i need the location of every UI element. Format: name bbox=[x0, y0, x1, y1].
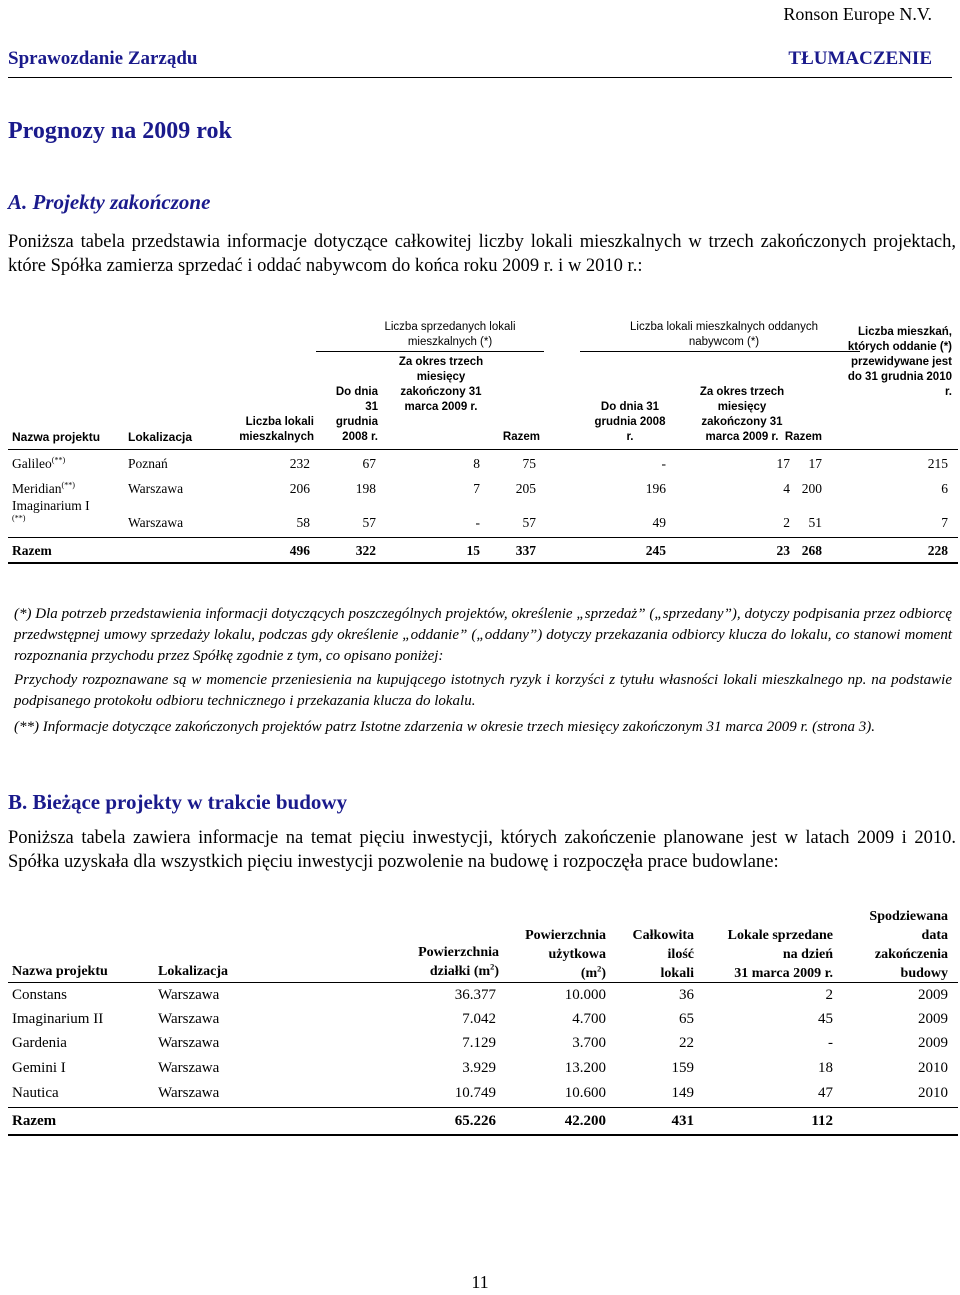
total-label: Razem bbox=[12, 1113, 57, 1129]
header-rule bbox=[8, 982, 958, 983]
table-cell: 198 bbox=[355, 481, 376, 496]
col-header-location: Lokalizacja bbox=[128, 430, 193, 444]
table-cell: Warszawa bbox=[158, 1060, 220, 1076]
table-cell: 7.042 bbox=[462, 1011, 496, 1027]
table-cell: 36.377 bbox=[454, 987, 496, 1003]
section-a-intro: Poniższa tabela przedstawia informacje dotyczące całkowitej liczby lokali mieszkalnych w trzech zakończonych projektach, które Spółka zamierza sprzedać i oddać nabywcom do końca roku 2009 r. i w 2010 r.: bbox=[8, 232, 956, 276]
total-cell: 228 bbox=[927, 543, 948, 558]
table-cell: 17 bbox=[808, 456, 822, 471]
table-cell: 7 bbox=[941, 515, 948, 530]
col-header-plot: Powierzchnia działki $(m^2)$ bbox=[418, 945, 499, 979]
table-cell: 2 bbox=[783, 515, 790, 530]
col-header-location: Lokalizacja bbox=[158, 964, 228, 979]
total-rule-bottom bbox=[8, 1134, 958, 1136]
col-header-completion: Spodziewana data zakończenia budowy bbox=[869, 909, 948, 981]
table-cell: 36 bbox=[679, 987, 694, 1003]
table-cell: 6 bbox=[941, 481, 948, 496]
table-cell: 49 bbox=[652, 515, 666, 530]
total-cell: 337 bbox=[515, 543, 536, 558]
total-cell: 322 bbox=[355, 543, 376, 558]
table-cell: 215 bbox=[927, 456, 948, 471]
table-cell: 2009 bbox=[918, 987, 948, 1003]
col-header-delivered-to: Do dnia 31 grudnia 2008 r. bbox=[594, 401, 666, 443]
table-cell: 13.200 bbox=[564, 1060, 606, 1076]
table-cell: Warszawa bbox=[158, 1085, 220, 1101]
col-header-total-units: Całkowita ilość lokali bbox=[632, 928, 694, 981]
table-cell: 51 bbox=[808, 515, 822, 530]
table-cell: 2009 bbox=[918, 1011, 948, 1027]
total-cell: 42.200 bbox=[564, 1113, 606, 1129]
table-cell: 17 bbox=[776, 456, 790, 471]
col-header-units: Liczba lokali mieszkalnych bbox=[239, 416, 314, 443]
table-cell: 159 bbox=[671, 1060, 694, 1076]
total-label: Razem bbox=[12, 543, 52, 558]
section-b-intro: Poniższa tabela zawiera informacje na temat pięciu inwestycji, których zakończenie planowane jest w latach 2009 i 2010. Spółka uzyskała dla wszystkich pięciu inwestycji pozwolenie na budowę i rozpoczęła prace budowlane: bbox=[8, 828, 956, 872]
table-cell: Warszawa bbox=[158, 987, 220, 1003]
total-cell: 23 bbox=[776, 543, 790, 558]
table-cell: 7 bbox=[473, 481, 480, 496]
table-cell: 149 bbox=[671, 1085, 694, 1101]
report-title: Sprawozdanie Zarządu bbox=[8, 48, 198, 69]
section-a-heading: A. Projekty zakończone bbox=[8, 190, 211, 214]
translation-label: TŁUMACZENIE bbox=[788, 48, 932, 69]
table-cell: 200 bbox=[801, 481, 822, 496]
table-cell: 3.929 bbox=[462, 1060, 496, 1076]
total-cell: 268 bbox=[801, 543, 822, 558]
table-cell: 196 bbox=[645, 481, 666, 496]
table-cell: Warszawa bbox=[158, 1011, 220, 1027]
table-cell: 10.000 bbox=[564, 987, 606, 1003]
col-header-expected: Liczba mieszkań, których oddanie (*) przewidywane jest do 31 grudnia 2010 r. bbox=[847, 326, 952, 398]
col-header-delivered-total: Razem bbox=[784, 431, 822, 443]
table-cell: 18 bbox=[818, 1060, 833, 1076]
footnote-definition: (*) Dla potrzeb przedstawienia informacji dotyczących poszczególnych projektów, określenie „sprzedaż” („sprzedany”), dotyczy podpisania przez odbiorcę przedwstępnej umowy sprzedaży lokalu, podczas gdy określenie „oddanie” („oddany”) dotyczy przekazania odbiorcy klucza do lokalu, co stanowi moment rozpoznania przychodu przez Spółkę zgodnie z tym, co opisano poniżej: bbox=[14, 606, 952, 664]
table-row-project: Gemini I bbox=[12, 1060, 66, 1076]
table-row-project: Gardenia bbox=[12, 1035, 67, 1051]
table-cell: 2010 bbox=[918, 1085, 948, 1101]
col-header-delivered-quarter: Za okres trzech miesięcy zakończony 31 marca 2009 r. bbox=[699, 386, 785, 443]
table-row-galileo-project: Galileo(**) bbox=[12, 455, 66, 471]
table-cell: Poznań bbox=[128, 456, 168, 471]
table-cell: 10.600 bbox=[564, 1085, 606, 1101]
table-row-imaginarium-project: Imaginarium I (**) bbox=[12, 498, 90, 523]
table-cell: 232 bbox=[289, 456, 310, 471]
table-cell: - bbox=[475, 515, 480, 530]
col-header-project: Nazwa projektu bbox=[12, 430, 101, 444]
table-cell: 206 bbox=[289, 481, 310, 496]
table-cell: 58 bbox=[296, 515, 310, 530]
table-cell: Warszawa bbox=[128, 481, 184, 496]
table-row-project: Imaginarium II bbox=[12, 1011, 104, 1027]
col-header-sold: Lokale sprzedane na dzień 31 marca 2009 r. bbox=[727, 928, 833, 981]
total-cell: 112 bbox=[811, 1113, 833, 1129]
table-cell: 7.129 bbox=[462, 1035, 496, 1051]
table-cell: 4 bbox=[783, 481, 790, 496]
total-cell: 245 bbox=[645, 543, 666, 558]
total-cell: 496 bbox=[289, 543, 310, 558]
col-header-sold-to: Do dnia 31 grudnia 2008 r. bbox=[335, 386, 378, 443]
table-cell: Warszawa bbox=[158, 1035, 220, 1051]
table-cell: 10.749 bbox=[454, 1085, 496, 1101]
table-cell: 2009 bbox=[918, 1035, 948, 1051]
table-row-project: Constans bbox=[12, 987, 68, 1003]
total-cell: 65.226 bbox=[454, 1113, 496, 1129]
total-rule-top bbox=[8, 1107, 958, 1108]
table-cell: 2 bbox=[825, 987, 833, 1003]
group-header-delivered: Liczba lokali mieszkalnych oddanych nabywcom (*) bbox=[630, 321, 818, 348]
table-cell: 67 bbox=[362, 456, 376, 471]
table-cell: 57 bbox=[362, 515, 376, 530]
col-header-sold-quarter: Za okres trzech miesięcy zakończony 31 marca 2009 r. bbox=[398, 356, 484, 413]
page-title: Prognozy na 2009 rok bbox=[8, 118, 232, 144]
table-cell: 57 bbox=[522, 515, 536, 530]
table-cell: 47 bbox=[818, 1085, 833, 1101]
total-cell: 431 bbox=[671, 1113, 694, 1129]
table-cell: 75 bbox=[522, 456, 536, 471]
table-cell: 22 bbox=[679, 1035, 694, 1051]
table-cell: 45 bbox=[818, 1011, 833, 1027]
page-number: 11 bbox=[471, 1272, 489, 1292]
table-cell: Warszawa bbox=[128, 515, 184, 530]
col-header-sold-total: Razem bbox=[502, 431, 540, 443]
col-header-project: Nazwa projektu bbox=[12, 964, 108, 979]
company-name: Ronson Europe N.V. bbox=[783, 4, 932, 24]
table-cell: 4.700 bbox=[572, 1011, 606, 1027]
table-cell: - bbox=[828, 1035, 833, 1051]
table-row-project: Nautica bbox=[12, 1085, 59, 1101]
col-header-usable: Powierzchnia użytkowa $(m^2)$ bbox=[525, 928, 606, 981]
table-cell: 2010 bbox=[918, 1060, 948, 1076]
table-cell: 65 bbox=[679, 1011, 694, 1027]
footnote-revenue: Przychody rozpoznawane są w momencie przeniesienia na kupującego istotnych ryzyk i korzyści z tytułu własności lokali mieszkalnego np. na podstawie podpisanego protokołu odbioru technicznego i przekazania klucza do lokalu. bbox=[14, 672, 952, 709]
table-cell: 205 bbox=[515, 481, 536, 496]
table-cell: 3.700 bbox=[572, 1035, 606, 1051]
table-row-meridian-project: Meridian(**) bbox=[12, 480, 75, 496]
section-b-heading: B. Bieżące projekty w trakcie budowy bbox=[8, 790, 348, 814]
footnote-completed-projects: (**) Informacje dotyczące zakończonych projektów patrz Istotne zdarzenia w okresie trzech miesięcy zakończonym 31 marca 2009 r. (strona 3). bbox=[14, 719, 875, 735]
group-header-sold: Liczba sprzedanych lokali mieszkalnych (*) bbox=[384, 321, 516, 348]
table-cell: 8 bbox=[473, 456, 480, 471]
total-cell: 15 bbox=[466, 543, 480, 558]
table-cell: - bbox=[661, 456, 666, 471]
